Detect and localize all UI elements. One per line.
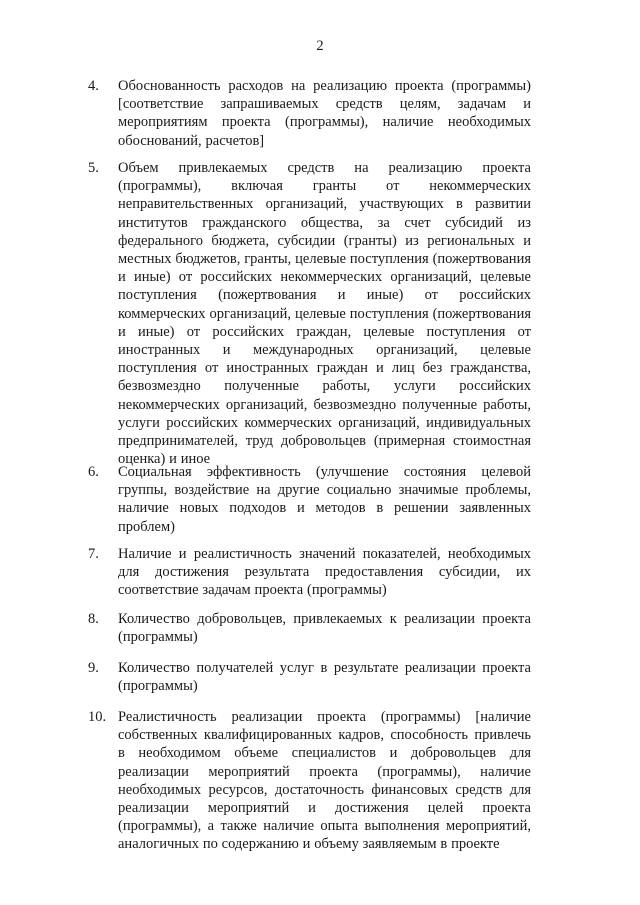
page-number: 2 [316, 38, 324, 54]
item-text: Объем привлекаемых средств на реализацию проекта (программы), включая гранты от некоммерческих неправительственных организаций, участвующих в развитии институтов гражданского общества, за счет субсидий из федерального бюджета, субсидии (гранты) из региональных и местных бюджетов, гранты, целевые поступления (пожертвования и иные) от российских некоммерческих организаций, целевые поступления (пожертвования и иные) от российских коммерческих организаций, целевые поступления (пожертвования и иные) от российских граждан, целевые поступления от иностранных и международных организаций, целевые поступления от иностранных граждан и лиц без гражданства, безвозмездно полученные работы, услуги российских некоммерческих организаций, безвозмездно полученные работы, услуги российских коммерческих организаций, индивидуальных предпринимателей, труд добровольцев (примерная стоимостная оценка) и иное [118, 160, 531, 468]
criterion-item [88, 659, 531, 695]
item-number: 10. [88, 709, 107, 725]
criterion-item [88, 708, 531, 854]
item-number: 6. [88, 464, 99, 480]
criterion-item [88, 545, 531, 600]
criterion-item [88, 463, 531, 536]
item-text: Обоснованность расходов на реализацию проекта (программы) [соответствие запрашиваемых средств целям, задачам и мероприятиям проекта (программы), наличие необходимых обоснований, расчетов] [118, 78, 531, 149]
item-text: Количество получателей услуг в результате реализации проекта (программы) [118, 660, 531, 695]
criterion-item [88, 77, 531, 150]
criterion-item [88, 610, 531, 646]
item-text: Социальная эффективность (улучшение состояния целевой группы, воздействие на другие социально значимые проблемы, наличие новых подходов и методов в решении заявленных проблем) [118, 464, 531, 535]
item-text: Количество добровольцев, привлекаемых к реализации проекта (программы) [118, 611, 531, 646]
item-text: Наличие и реалистичность значений показателей, необходимых для достижения результата предоставления субсидии, их соответствие задачам проекта (программы) [118, 546, 531, 599]
item-number: 4. [88, 78, 99, 94]
item-number: 5. [88, 160, 99, 176]
item-number: 7. [88, 546, 99, 562]
item-number: 9. [88, 660, 99, 676]
criterion-item [88, 159, 531, 468]
item-number: 8. [88, 611, 99, 627]
item-text: Реалистичность реализации проекта (программы) [наличие собственных квалифицированных кадров, способность привлечь в необходимом объеме специалистов и добровольцев для реализации мероприятий проекта (программы), наличие необходимых ресурсов, достаточность финансовых средств для реализации мероприятий и достижения целей проекта (программы), а также наличие опыта выполнения мероприятий, аналогичных по содержанию и объему заявляемым в проекте [118, 709, 531, 853]
